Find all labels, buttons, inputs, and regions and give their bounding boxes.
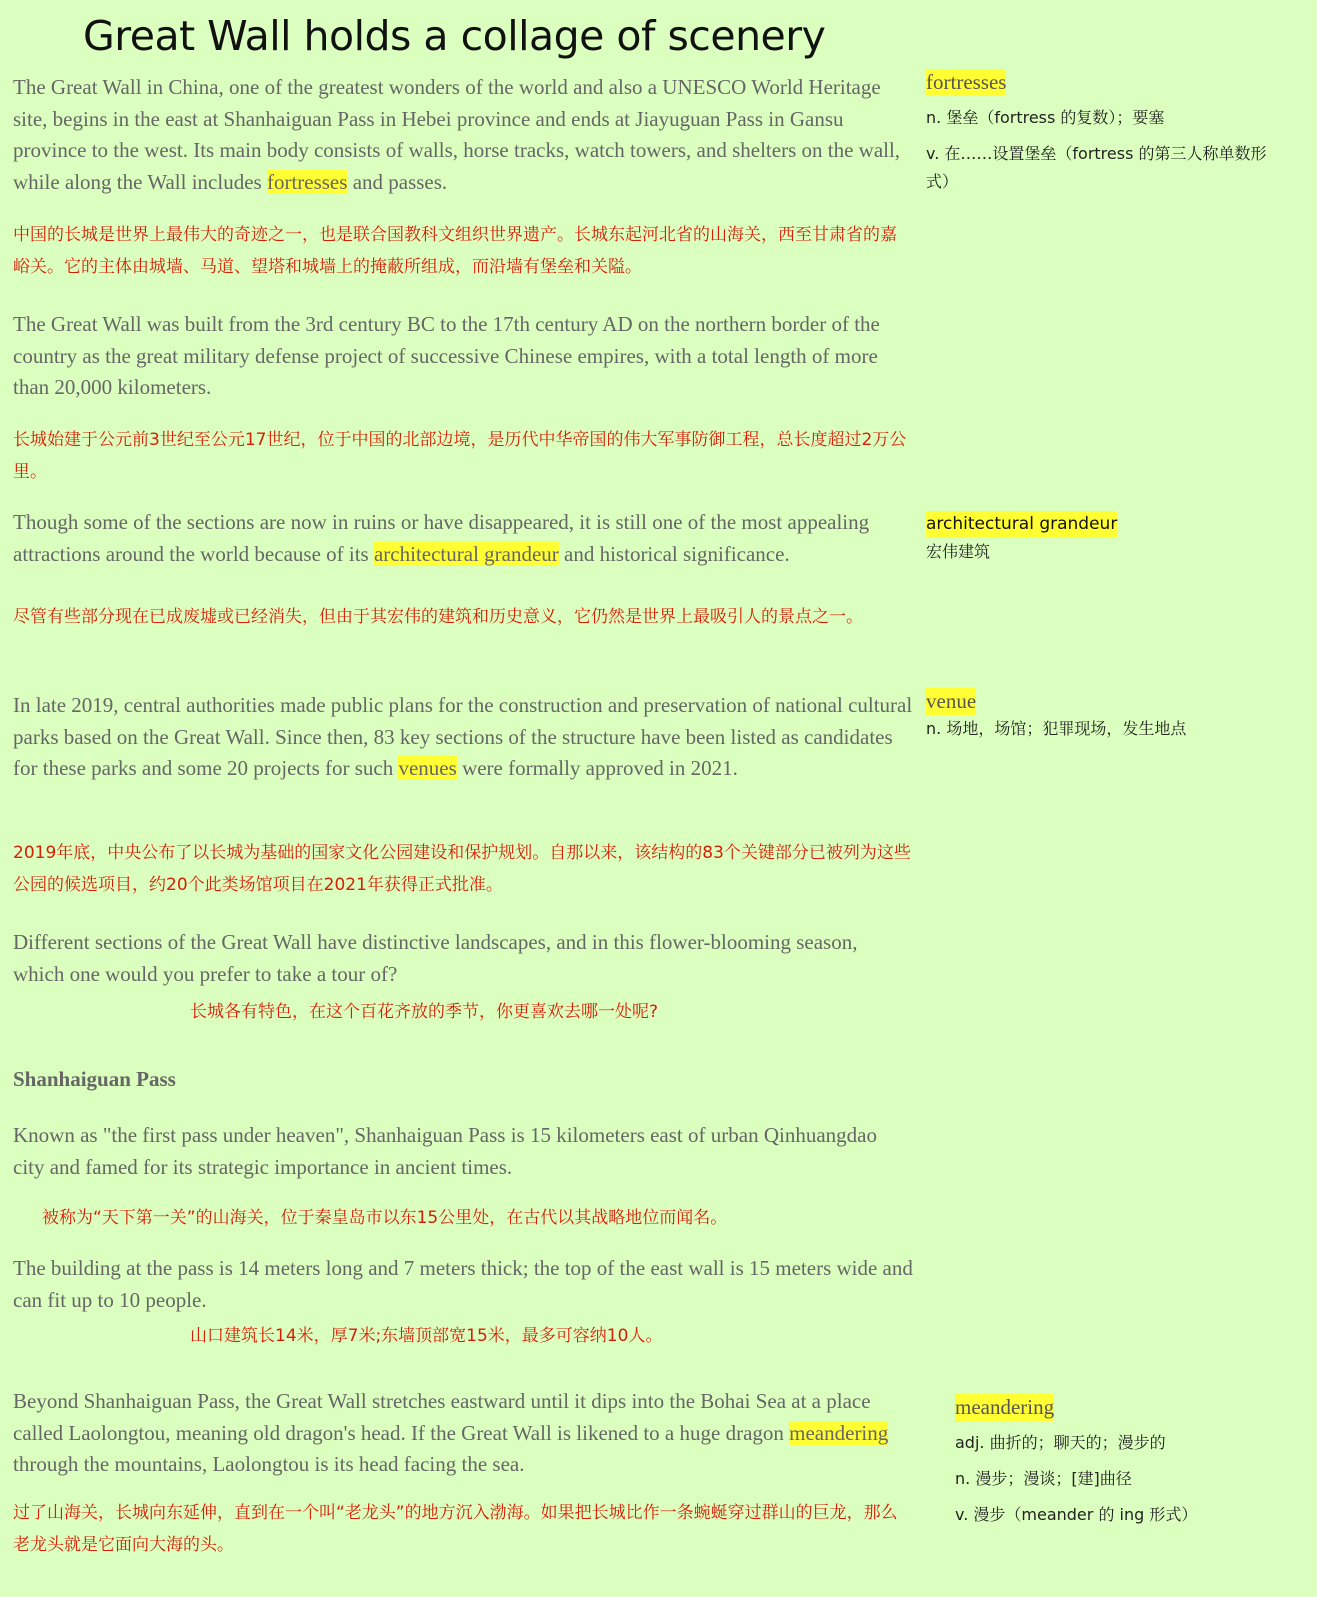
paragraph-8-english <box>13 1386 913 1481</box>
p8-highlight-meandering: meandering <box>789 1420 889 1445</box>
paragraph-6-english: Known as "the first pass under heaven", Shanhaiguan Pass is 15 kilometers east of urban Qinhuangdao city and famed for its strategic importance in ancient times. <box>13 1123 877 1179</box>
vocab-definition: n. 漫步；漫谈；[建]曲径 <box>955 1469 1132 1488</box>
paragraph-2-chinese: 长城始建于公元前3世纪至公元17世纪，位于中国的北部边境，是历代中华帝国的伟大军事防御工程，总长度超过2万公里。 <box>13 430 907 482</box>
vocab-word: architectural grandeur <box>926 511 1117 538</box>
p1-text-post: and passes. <box>347 169 448 194</box>
vocab-definition: n. 场地，场馆；犯罪现场，发生地点 <box>926 719 1187 738</box>
paragraph-3-chinese: 尽管有些部分现在已成废墟或已经消失，但由于其宏伟的建筑和历史意义，它仍然是世界上最吸引人的景点之一。 <box>13 607 863 627</box>
paragraph-4-english <box>13 690 913 785</box>
paragraph-7-chinese: 山口建筑长14米，厚7米;东墙顶部宽15米，最多可容纳10人。 <box>190 1326 663 1346</box>
vocab-word: fortresses <box>926 70 1007 94</box>
p1-text-pre: The Great Wall in China, one of the greatest wonders of the world and also a UNESCO World Heritage site, begins in the east at Shanhaiguan Pass in Hebei province and ends at Jiayuguan Pass in Gansu province to the west. Its main body consists of walls, horse tracks, watch towers, and shelters on the wall, while along the Wall includes <box>13 75 901 194</box>
vocab-note-venue <box>926 688 1286 743</box>
paragraph-8-chinese: 过了山海关，长城向东延伸，直到在一个叫“老龙头”的地方沉入渤海。如果把长城比作一条蜿蜒穿过群山的巨龙，那么老龙头就是它面向大海的头。 <box>13 1503 898 1555</box>
p1-highlight-fortresses: fortresses <box>266 169 348 194</box>
paragraph-1-english <box>13 72 913 198</box>
vocab-word: meandering <box>955 1395 1055 1419</box>
vocab-word: venue <box>926 689 977 713</box>
vocab-definition: adj. 曲折的；聊天的；漫步的 <box>955 1433 1166 1452</box>
p4-highlight-venues: venues <box>398 756 457 780</box>
paragraph-6-chinese: 被称为“天下第一关”的山海关，位于秦皇岛市以东15公里处，在古代以其战略地位而闻名。 <box>42 1208 728 1228</box>
vocab-note-meandering <box>955 1394 1315 1529</box>
p8-text-pre: Beyond Shanhaiguan Pass, the Great Wall stretches eastward until it dips into the Bohai Sea at a place called Laolongtou, meaning old dragon's head. If the Great Wall is likened to a huge dragon <box>13 1389 871 1445</box>
paragraph-3-english <box>13 507 913 570</box>
paragraph-7-english: The building at the pass is 14 meters long and 7 meters thick; the top of the east wall is 15 meters wide and can fit up to 10 people. <box>13 1256 913 1312</box>
section-heading: Shanhaiguan Pass <box>13 1067 176 1091</box>
p3-highlight-grandeur: architectural grandeur <box>373 541 559 566</box>
paragraph-4-chinese: 2019年底，中央公布了以长城为基础的国家文化公园建设和保护规划。自那以来，该结构的83个关键部分已被列为这些公园的候选项目，约20个此类场馆项目在2021年获得正式批准。 <box>13 843 911 895</box>
paragraph-2-english: The Great Wall was built from the 3rd century BC to the 17th century AD on the northern border of the country as the great military defense project of successive Chinese empires, with a total length of more than 20,000 kilometers. <box>13 312 880 399</box>
paragraph-1-chinese: 中国的长城是世界上最伟大的奇迹之一，也是联合国教科文组织世界遗产。长城东起河北省的山海关，西至甘肃省的嘉峪关。它的主体由城墙、马道、望塔和城墙上的掩蔽所组成，而沿墙有堡垒和关隘。 <box>13 225 897 277</box>
paragraph-5-chinese: 长城各有特色，在这个百花齐放的季节，你更喜欢去哪一处呢? <box>190 1002 659 1022</box>
p3-text-post: and historical significance. <box>558 541 790 566</box>
p8-text-post: through the mountains, Laolongtou is its head facing the sea. <box>13 1452 525 1476</box>
vocab-definition: 宏伟建筑 <box>926 542 991 561</box>
p4-text-pre: In late 2019, central authorities made public plans for the construction and preservation of national cultural parks based on the Great Wall. Since then, 83 key sections of the structure have been listed as candidates for these parks and some 20 projects for such <box>13 693 913 780</box>
vocab-note-fortresses <box>926 69 1286 196</box>
vocab-definition: n. 堡垒（fortress 的复数）；要塞 <box>926 108 1165 127</box>
p3-text-pre: Though some of the sections are now in ruins or have disappeared, it is still one of the most appealing attractions around the world because of its <box>13 510 870 566</box>
vocab-definition: v. 在……设置堡垒（fortress 的第三人称单数形式） <box>926 144 1267 191</box>
paragraph-5-english: Different sections of the Great Wall have distinctive landscapes, and in this flower-blooming season, which one would you prefer to take a tour of? <box>13 930 858 986</box>
vocab-note-grandeur <box>926 511 1286 566</box>
article-title: Great Wall holds a collage of scenery <box>83 12 826 60</box>
p4-text-post: were formally approved in 2021. <box>456 756 738 780</box>
vocab-definition: v. 漫步（meander 的 ing 形式） <box>955 1505 1198 1524</box>
